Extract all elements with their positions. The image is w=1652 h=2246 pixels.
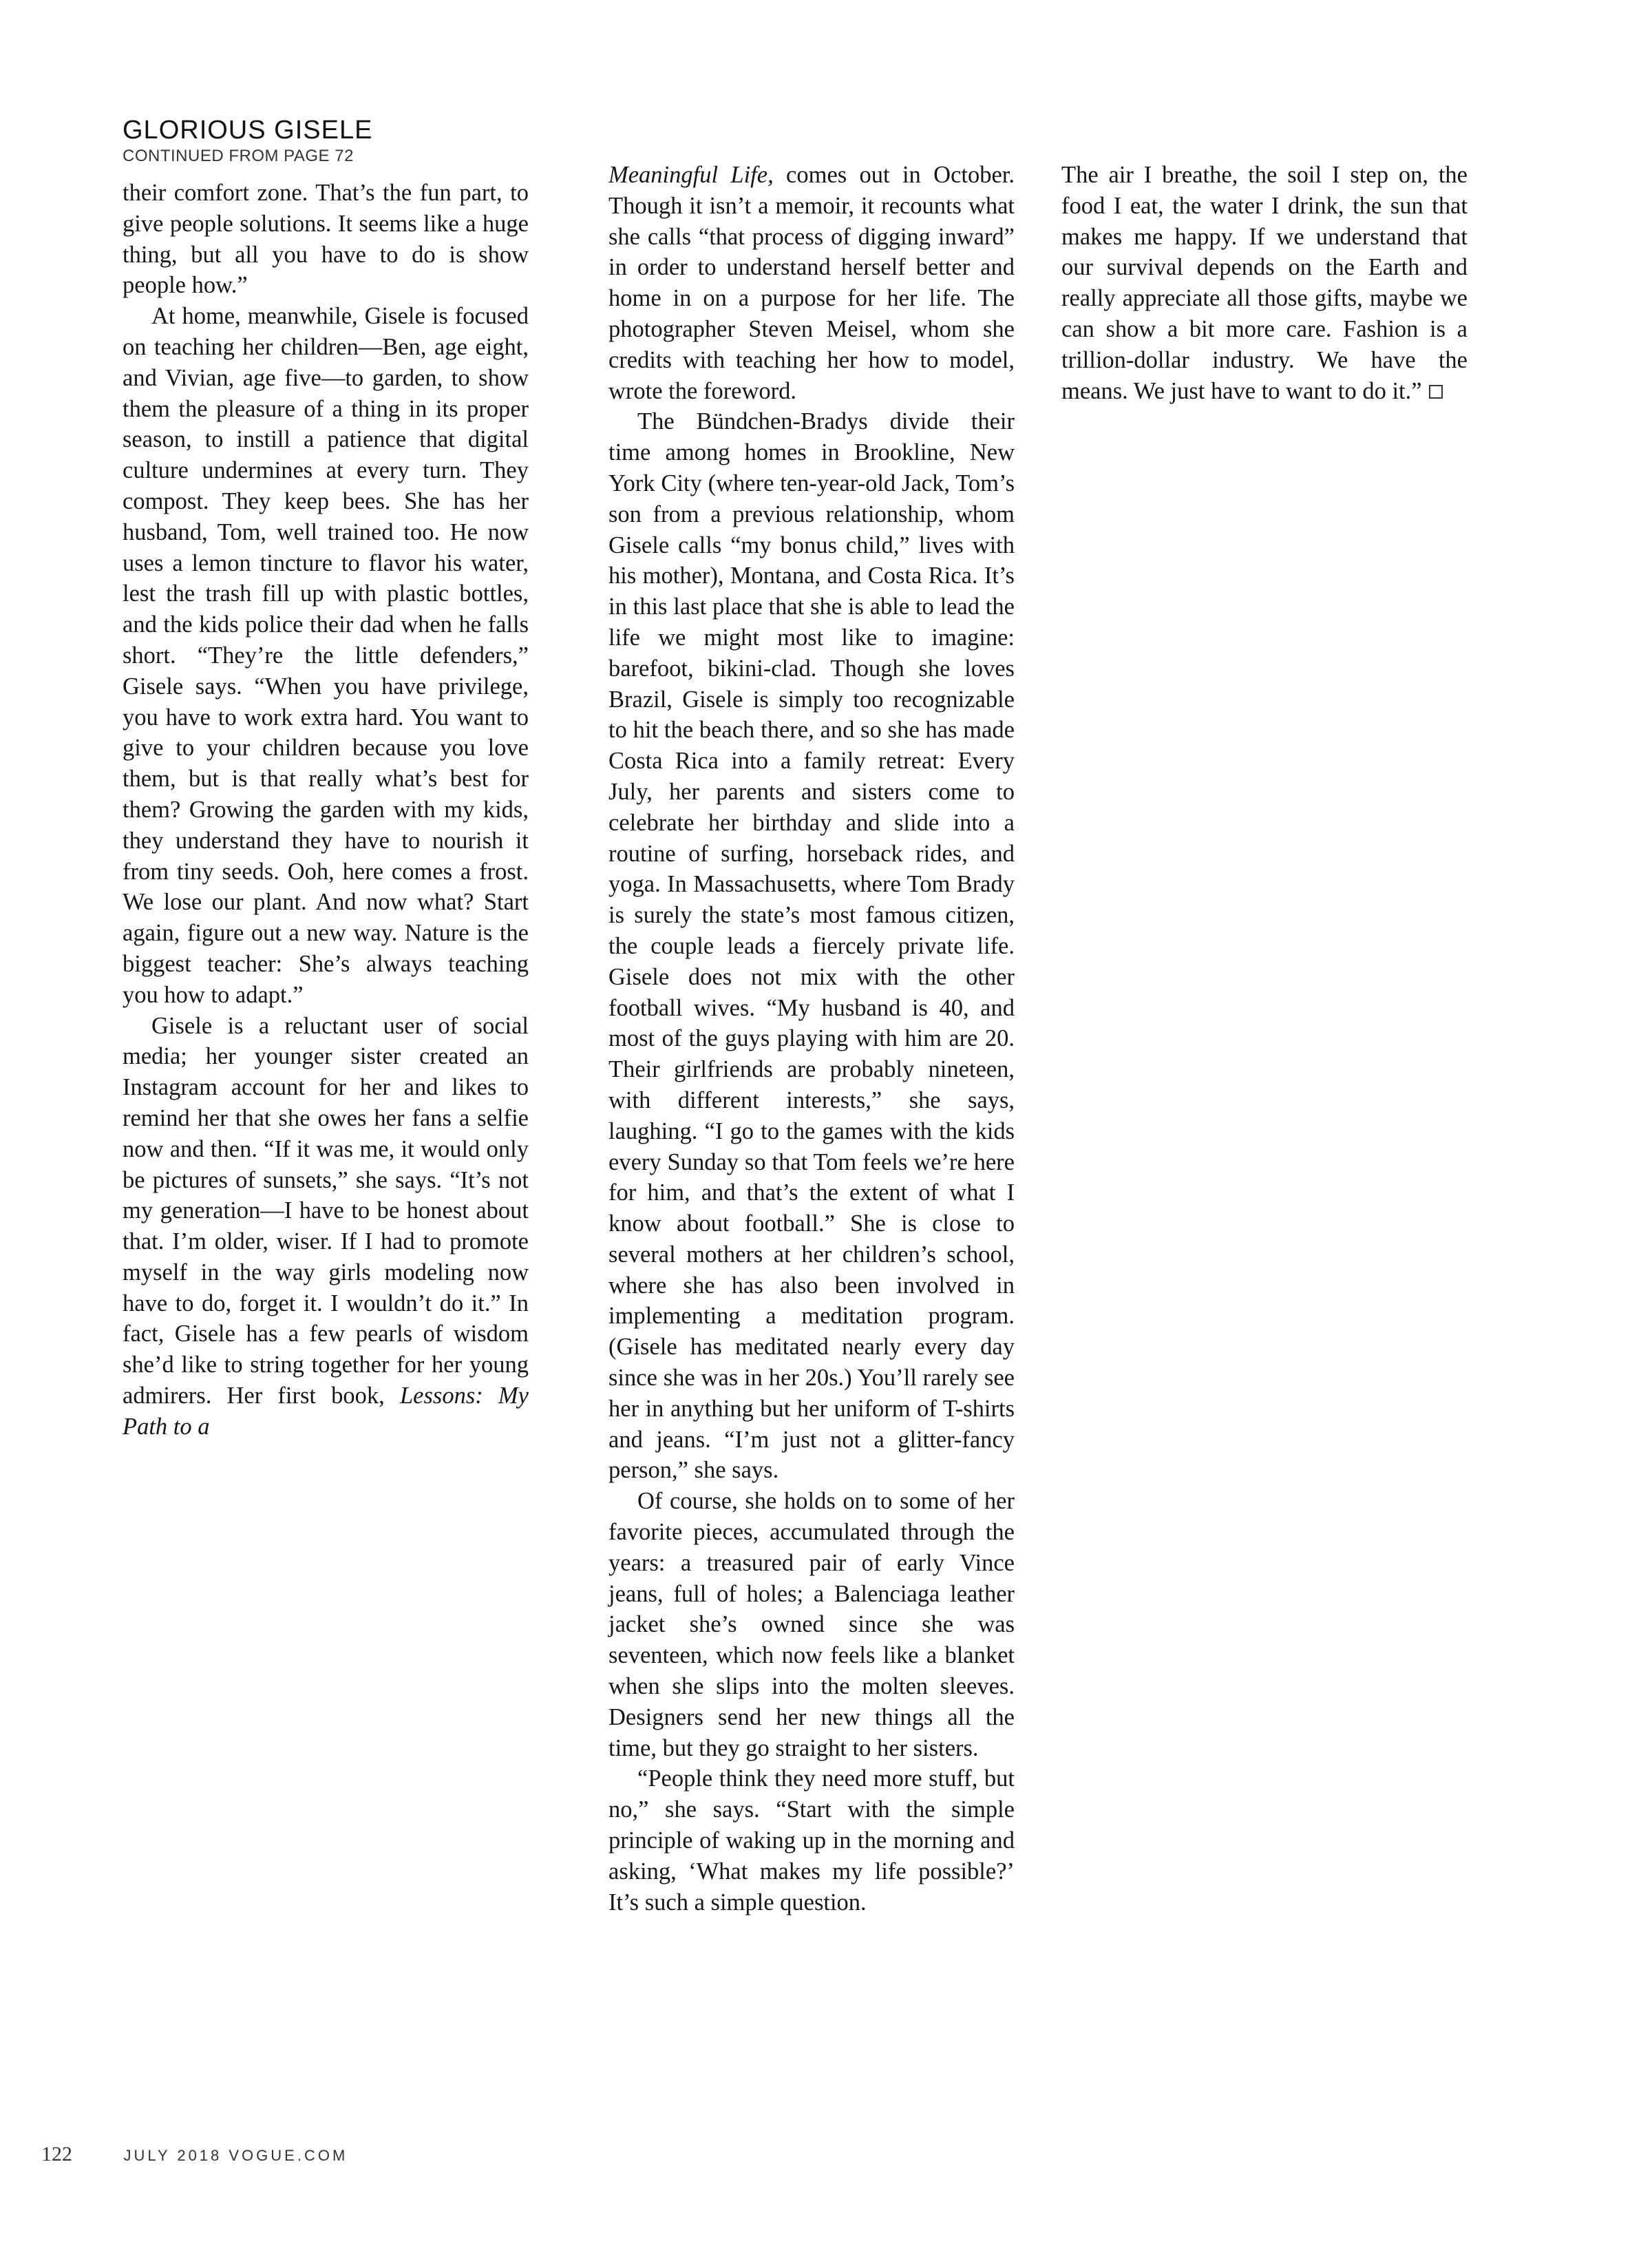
page-number: 122 [41, 2143, 72, 2165]
text-column-2 [608, 160, 1015, 1918]
paragraph-text: comes out in October. Though it isn’t a memoir, it recounts what she calls “that process of digging inward” in order to understand herself better and home in on a purpose for her life. The photographer Steven Meisel, whom she credits with teaching her how to model, wrote the foreword. [608, 162, 1015, 404]
article-title: GLORIOUS GISELE [123, 116, 373, 145]
book-title-italic: Meaningful Life, [608, 162, 774, 188]
page-footer [41, 2143, 348, 2166]
continued-from-label: CONTINUED FROM PAGE 72 [123, 147, 354, 165]
book-title-italic: Lessons: My Path to a [123, 1383, 529, 1440]
paragraph-text: The air I breathe, the soil I step on, the food I eat, the water I drink, the sun that makes me happy. If we understand that our survival depends on the Earth and really appreciate all those gifts, maybe we can show a bit more care. Fashion is a trillion-dollar industry. We have the means. We just have to want to do it.” [1061, 162, 1468, 404]
end-mark-icon [1429, 385, 1443, 399]
text-column-1 [123, 178, 529, 1442]
paragraph [608, 160, 1015, 406]
paragraph: “People think they need more stuff, but no,” she says. “Start with the simple principle of waking up in the morning and asking, ‘What makes my life possible?’ It’s such a simple question. [608, 1765, 1015, 1916]
paragraph-text: Gisele is a reluctant user of social media; her younger sister created an Instagram account for her and likes to remind her that she owes her fans a selfie now and then. “If it was me, it would only be pictures of sunsets,” she says. “It’s not my generation—I have to be honest about that. I’m older, wiser. If I had to promote myself in the way girls modeling now have to do, forget it. I wouldn’t do it.” In fact, Gisele has a few pearls of wisdom she’d like to string together for her young admirers. Her first book, [123, 1012, 529, 1409]
paragraph [123, 1011, 529, 1442]
paragraph: their comfort zone. That’s the fun part, to give people solutions. It seems like a huge thing, but all you have to do is show people how.” [123, 180, 529, 299]
issue-line: JULY 2018 VOGUE.COM [123, 2147, 348, 2164]
paragraph [1061, 160, 1468, 406]
paragraph: At home, meanwhile, Gisele is focused on teaching her children—Ben, age eight, and Vivian, age five—to garden, to show them the pleasure of a thing in its proper season, to instill a patience that digital culture undermines at every turn. They compost. They keep bees. She has her husband, Tom, well trained too. He now uses a lemon tincture to flavor his water, lest the trash fill up with plastic bottles, and the kids police their dad when he falls short. “They’re the little defenders,” Gisele says. “When you have privilege, you have to work extra hard. You want to give to your children because you love them, but is that really what’s best for them? Growing the garden with my kids, they understand they have to nourish it from tiny seeds. Ooh, here comes a frost. We lose our plant. And now what? Start again, figure out a new way. Nature is the biggest teacher: She’s always teaching you how to adapt.” [123, 303, 529, 1008]
paragraph: The Bündchen-Bradys divide their time among homes in Brookline, New York City (where ten-year-old Jack, Tom’s son from a previous relationship, whom Gisele calls “my bonus child,” lives with his mother), Montana, and Costa Rica. It’s in this last place that she is able to lead the life we might most like to imagine: barefoot, bikini-clad. Though she loves Brazil, Gisele is simply too recognizable to hit the beach there, and so she has made Costa Rica into a family retreat: Every July, her parents and sisters come to celebrate her birthday and slide into a routine of surfing, horseback rides, and yoga. In Massachusetts, where Tom Brady is surely the state’s most famous citizen, the couple leads a fiercely private life. Gisele does not mix with the other football wives. “My husband is 40, and most of the guys playing with him are 20. Their girlfriends are probably nineteen, with different interests,” she says, laughing. “I go to the games with the kids every Sunday so that Tom feels we’re here for him, and that’s the extent of what I know about football.” She is close to several mothers at her children’s school, where she has also been involved in implementing a meditation program. (Gisele has meditated nearly every day since she was in her 20s.) You’ll rarely see her in anything but her uniform of T-shirts and jeans. “I’m just not a glitter-fancy person,” she says. [608, 408, 1015, 1484]
text-column-3 [1061, 160, 1468, 406]
article-header [123, 114, 372, 167]
paragraph: Of course, she holds on to some of her favorite pieces, accumulated through the years: a treasured pair of early Vince jeans, full of holes; a Balenciaga leather jacket she’s owned since she was seventeen, which now feels like a blanket when she slips into the molten sleeves. Designers send her new things all the time, but they go straight to her sisters. [608, 1488, 1015, 1761]
